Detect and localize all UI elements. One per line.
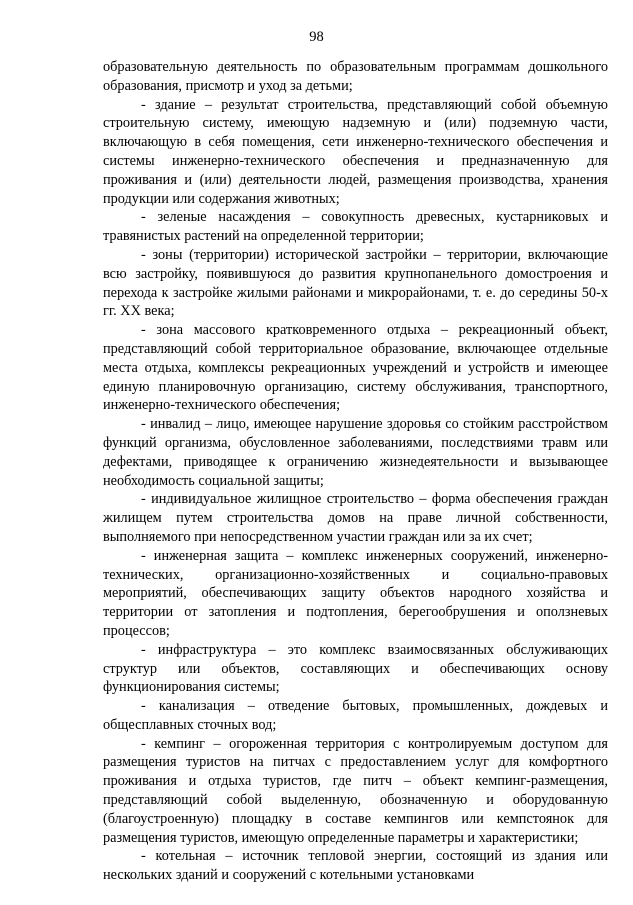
paragraph-zony-istoricheskoy-zastroyki: - зоны (территории) исторической застройки – территории, включающие всю застройку, появившуюся до развития крупнопанельного домостроения и перехода к застройке жилыми районами и микрорайонами, т. е. до середины 50-х гг. XX века;: [103, 246, 608, 320]
paragraph-invalid: - инвалид – лицо, имеющее нарушение здоровья со стойким расстройством функций организма, обусловленное заболеваниями, последствиями травм или дефектами, приводящее к ограничению жизнедеятельности и вызывающее необходимость социальной защиты;: [103, 416, 608, 489]
page-number: 98: [309, 29, 324, 45]
paragraph-continuation: образовательную деятельность по образовательным программам дошкольного образования, присмотр и уход за детьми;: [103, 59, 608, 94]
paragraph-zona-otdykha: - зона массового кратковременного отдыха – рекреационный объект, представляющий собой территориальное образование, включающее отдельные места отдыха, комплексы рекреационных учреждений и устройств и имеющее единую планировочную организацию, систему обслуживания, транспортного, инженерно-технического обеспечения;: [103, 322, 608, 414]
paragraph-izhs: - индивидуальное жилищное строительство – форма обеспечения граждан жилищем путем строительства домов на праве личной собственности, выполняемого при непосредственном участии граждан или за их счет;: [103, 491, 608, 545]
paragraph-kotelnaya: - котельная – источник тепловой энергии, состоящий из здания или нескольких зданий и сооружений с котельными установками: [103, 848, 608, 884]
paragraph-inzhenernaya-zashchita: - инженерная защита – комплекс инженерных сооружений, инженерно-технических, организационно-хозяйственных и социально-правовых мероприятий, обеспечивающих защиту объектов народного хозяйства и территории от затопления и подтопления, берегообрушения и оползневых процессов;: [103, 547, 608, 639]
paragraph-kemping: - кемпинг – огороженная территория с контролируемым доступом для размещения туристов на питчах с предоставлением услуг для комфортного проживания и отдыха туристов, где питч – объект кемпинг-размещения, представляющий собой выделенную, обозначенную и оборудованную (благоустроенную) площадку в составе кемпингов или кемпстоянок для размещения туристов, имеющую определенные параметры и характеристики;: [103, 735, 608, 846]
paragraph-zdanie: - здание – результат строительства, представляющий собой объемную строительную систему, имеющую надземную и (или) подземную части, включающую в себя помещения, сети инженерно-технического обеспечения и системы инженерно-технического обеспечения и предназначенную для проживания и (или) деятельности людей, размещения производства, хранения продукции или содержания животных;: [103, 96, 608, 207]
paragraph-infrastruktura: - инфраструктура – это комплекс взаимосвязанных обслуживающих структур или объектов, составляющих и обеспечивающих основу функционирования системы;: [103, 641, 608, 696]
paragraph-zelenye-nasazhdeniya: - зеленые насаждения – совокупность древесных, кустарниковых и травянистых растений на определенной территории;: [103, 209, 608, 245]
body-text: [103, 58, 608, 885]
paragraph-kanalizatsiya: - канализация – отведение бытовых, промышленных, дождевых и общесплавных сточных вод;: [103, 698, 608, 733]
